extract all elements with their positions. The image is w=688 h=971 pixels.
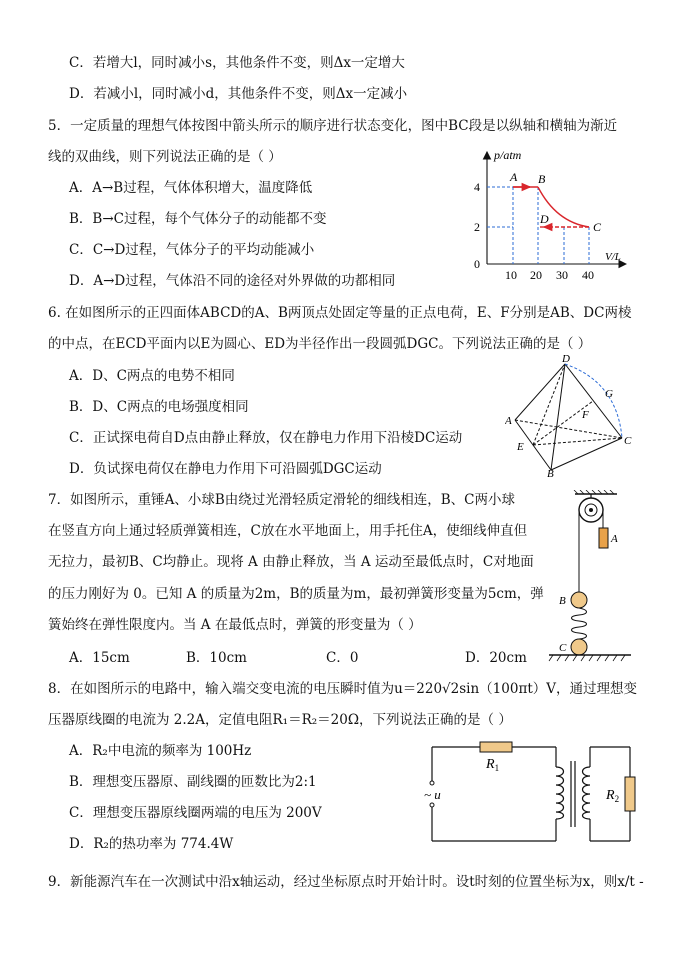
q7-option-c: C．0 bbox=[326, 650, 359, 666]
ball-b-label: B bbox=[559, 595, 566, 607]
resistor-r1 bbox=[480, 742, 512, 752]
x-tick-20: 20 bbox=[530, 268, 542, 282]
q8-option-a: A．R₂中电流的频率为 100Hz bbox=[69, 743, 252, 759]
q5-option-b: B．B→C过程，每个气体分子的动能都不变 bbox=[69, 211, 327, 227]
q8-option-d: D．R₂的热功率为 774.4W bbox=[69, 836, 234, 852]
q6-option-c: C．正试探电荷自D点由静止释放，仅在静电力作用下沿棱DC运动 bbox=[69, 430, 463, 446]
x-tick-10: 10 bbox=[505, 268, 517, 282]
point-e-label: E bbox=[517, 441, 524, 453]
q5-stem-line-1: 5．一定质量的理想气体按图中箭头所示的顺序进行状态变化，图中BC段是以纵轴和横轴为渐近 bbox=[48, 118, 618, 134]
q7-stem-line-5: 簧始终在弹性限度内。当 A 在最低点时，弹簧的形变量为（ ） bbox=[48, 617, 422, 633]
r2-label: $R_2$ bbox=[606, 788, 620, 804]
q8-option-b: B．理想变压器原、副线圈的匝数比为2:1 bbox=[69, 774, 317, 790]
transformer-circuit bbox=[420, 737, 640, 852]
q5-option-a: A．A→B过程，气体体积增大，温度降低 bbox=[69, 180, 313, 196]
q4-option-d: D．若减小l，同时减小d，其他条件不变，则Δx一定减小 bbox=[69, 86, 408, 102]
point-b-label: B bbox=[538, 172, 546, 186]
r1-label: $R_1$ bbox=[486, 757, 500, 773]
q9-stem-line-1: 9．新能源汽车在一次测试中沿x轴运动，经过坐标原点时开始计时。设t时刻的位置坐标为x，则x/t - bbox=[48, 874, 644, 890]
ball-c-label: C bbox=[559, 642, 567, 654]
q6-stem-line-1: 6. 在如图所示的正四面体ABCD的A、B两顶点处固定等量的正点电荷，E、F分别是AB、DC两棱 bbox=[48, 305, 632, 321]
ball-c bbox=[571, 639, 587, 655]
source-label: ~ u bbox=[424, 787, 441, 802]
q6-option-a: A．D、C两点的电势不相同 bbox=[69, 368, 235, 384]
secondary-coil bbox=[583, 767, 591, 819]
weight-a-label: A bbox=[611, 533, 618, 545]
point-a-label: A bbox=[510, 170, 518, 184]
q6-option-b: B．D、C两点的电场强度相同 bbox=[69, 399, 249, 415]
q7-option-b: B．10cm bbox=[186, 650, 247, 666]
q7-stem-line-1: 7．如图所示，重锤A、小球B由绕过光滑轻质定滑轮的细线相连，B、C两小球 bbox=[48, 492, 516, 508]
q6-stem-line-2: 的中点，在ECD平面内以E为圆心、ED为半径作出一段圆弧DGC。下列说法正确的是（ ） bbox=[48, 336, 592, 352]
pv-graph bbox=[468, 144, 638, 284]
primary-coil bbox=[556, 767, 564, 819]
tetrahedron-figure bbox=[505, 352, 635, 477]
point-g-label: G bbox=[605, 388, 613, 400]
q8-stem-line-2: 压器原线圈的电流为 2.2A，定值电阻R₁＝R₂＝20Ω，下列说法正确的是（ ） bbox=[48, 712, 512, 728]
vertex-b-label: B bbox=[547, 468, 554, 477]
point-c-label: C bbox=[593, 220, 602, 234]
ball-b bbox=[571, 592, 587, 608]
vertex-a-label: A bbox=[505, 415, 512, 427]
x-tick-40: 40 bbox=[582, 268, 594, 282]
y-axis-label: p/atm bbox=[494, 148, 522, 162]
y-tick-4: 4 bbox=[474, 180, 480, 194]
q4-option-c: C．若增大l，同时减小s，其他条件不变，则Δx一定增大 bbox=[69, 55, 405, 71]
resistor-r2 bbox=[625, 777, 635, 811]
q5-stem-line-2: 线的双曲线，则下列说法正确的是（ ） bbox=[48, 149, 282, 165]
pulley-spring-figure bbox=[545, 490, 635, 665]
x-axis-label: V/L bbox=[605, 251, 621, 263]
spring bbox=[572, 608, 587, 639]
vertex-d-label: D bbox=[562, 353, 570, 365]
q8-option-c: C．理想变压器原线圈两端的电压为 200V bbox=[69, 805, 322, 821]
weight-a bbox=[599, 528, 608, 548]
q7-option-d: D．20cm bbox=[465, 650, 527, 666]
vertex-c-label: C bbox=[624, 435, 632, 447]
origin-label: 0 bbox=[474, 257, 480, 271]
q5-option-d: D．A→D过程，气体沿不同的途径对外界做的功都相同 bbox=[69, 273, 396, 289]
point-d-label: D bbox=[540, 212, 549, 226]
q7-stem-line-3: 无拉力，最初B、C均静止。现将 A 由静止释放，当 A 运动至最低点时，C对地面 bbox=[48, 554, 534, 570]
q6-option-d: D．负试探电荷仅在静电力作用下可沿圆弧DGC运动 bbox=[69, 461, 382, 477]
q5-option-c: C．C→D过程，气体分子的平均动能减小 bbox=[69, 242, 315, 258]
x-tick-30: 30 bbox=[556, 268, 568, 282]
q8-stem-line-1: 8．在如图所示的电路中，输入端交变电流的电压瞬时值为u＝220√2sin（100πt）V，通过理想变 bbox=[48, 681, 637, 697]
q7-stem-line-2: 在竖直方向上通过轻质弹簧相连，C放在水平地面上，用手托住A，使细线伸直但 bbox=[48, 523, 528, 539]
q7-stem-line-4: 的压力刚好为 0。已知 A 的质量为2m，B的质量为m，最初弹簧形变量为5cm，弹 bbox=[48, 586, 544, 602]
y-tick-2: 2 bbox=[474, 220, 480, 234]
q7-option-a: A．15cm bbox=[69, 650, 130, 666]
point-f-label: F bbox=[582, 409, 589, 421]
